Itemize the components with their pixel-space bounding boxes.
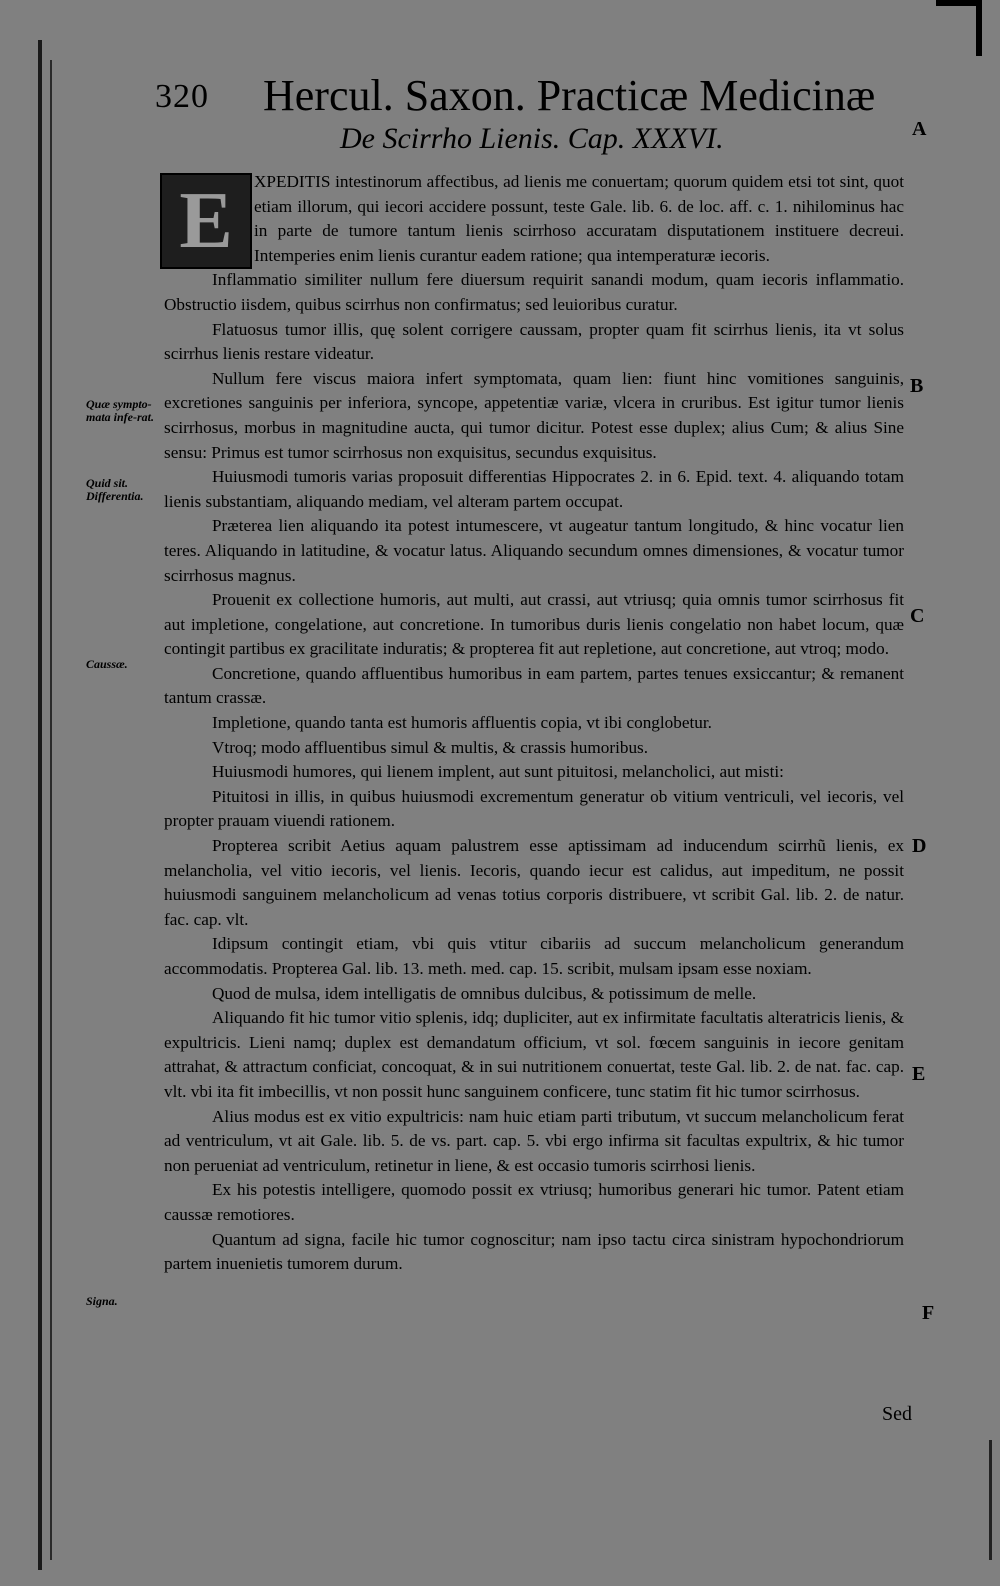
paragraph: Impletione, quando tanta est humoris affluentis copia, vt ibi conglobetur. (212, 713, 712, 733)
paragraph: Prouenit ex collectione humoris, aut multi, aut crassi, aut vtriusq; quia omnis tumor scirrhosus fit aut impletione, congelatione, aut concretione. In tumoribus duris lienis congelatio non habet locum, quæ contingit partibus ex gracilitate induratis; & propterea fit aut repletione, aut concretione, aut vtroq; modo. (164, 590, 904, 659)
page-edge-shadow (38, 40, 42, 1570)
paragraph: Vtroq; modo affluentibus simul & multis, & crassis humoribus. (212, 737, 649, 757)
paragraph: Nullum fere viscus maiora infert symptomata, quam lien: fiunt hinc vomitiones sanguinis, excretiones sanguinis per inferiora, syncope, appetentiæ variæ, vlcera in cruribus. Est igitur tumor lienis scirrhosus, morbus in magnitudine aucta, qui tumor dicitur. Potest esse duplex; alius Cum; & alius Sine sensu: Primus est tumor scirrhosus non exquisitus, secundus exquisitus. (164, 368, 904, 462)
corner-mark (936, 0, 982, 56)
paragraph: Quod de mulsa, idem intelligatis de omnibus dulcibus, & potissimum de melle. (212, 983, 757, 1003)
running-head (155, 70, 915, 130)
sidenote-differentia: Quid sit. Differentia. (86, 476, 144, 503)
sidenote-signa: Signa. (86, 1294, 118, 1308)
paragraph: Concretione, quando affluentibus humoribus in eam partem, partes tenues exsiccantur; & remanent tantum crassæ. (164, 663, 904, 708)
paragraph: Idipsum contingit etiam, vbi quis vtitur cibariis ad succum melancholicum generandum accommodatis. Propterea Gal. lib. 13. meth. med. cap. 15. scribit, mulsam ipsam esse noxiam. (164, 934, 904, 978)
paragraph: Aliquando fit hic tumor vitio splenis, idq; dupliciter, aut ex infirmitate facultatis alteratricis lienis, & expultricis. Lieni namq; duplex est demandatum officium, vt sol. fœcem sanguinis in iecore genitam attrahat, & attractum conficiat, concoquat, & in sui nutritionem conuertat, teste Gal. lib. 2. de nat. fac. cap. vlt. vbi ita fit imbecillis, vt non possit hunc sanguinem conficere, tunc statim fit hic tumor scirrhosus. (164, 1008, 904, 1101)
paragraph: XPEDITIS intestinorum affectibus, ad lienis me conuertam; quorum quidem etsi tot sint, quot etiam illorum, qui iecori accidere possunt, teste Gale. lib. 6. de loc. aff. c. 1. nihilominus hac in parte de tumore tantum lienis scirrhoso accuratam disputationem instituere decreui. Intemperies enim lienis curantur eadem ratione; qua intemperaturæ iecoris. (254, 172, 904, 265)
margin-letter-d: D (912, 835, 927, 857)
page-edge-right (989, 1440, 992, 1560)
page-number: 320 (155, 78, 209, 115)
body-text (164, 170, 904, 1277)
running-title: Hercul. Saxon. Practicæ Medicinæ (263, 71, 876, 120)
catchword: Sed (882, 1403, 912, 1425)
margin-letter-e: E (912, 1063, 926, 1085)
paragraph: Quantum ad signa, facile hic tumor cognoscitur; nam ipso tactu circa sinistram hypochondriorum partem inuenietis tumorem durum. (164, 1229, 904, 1274)
paragraph: Huiusmodi humores, qui lienem implent, aut sunt pituitosi, melancholici, aut misti: (212, 762, 784, 782)
sidenote-symptomata: Quæ sympto-mata infe-rat. (86, 397, 154, 424)
paragraph: Propterea scribit Aetius aquam palustrem esse aptissimam ad inducendum scirrhũ lienis, ex melancholia, vel vitio iecoris, vel lienis. Iecoris, quando iecur est calidus, aut impeditum, ne possit huiusmodi sanguinem melancholicum ad venas totius corporis distribuere, vt scribit Gal. lib. 2. de natur. fac. cap. vlt. (164, 836, 904, 929)
page-edge-line (50, 60, 52, 1560)
margin-letter-f: F (922, 1302, 935, 1324)
paragraph: Flatuosus tumor illis, quę solent corrigere caussam, propter quam fit scirrhus lienis, ita vt solus scirrhus lienis restare videatur. (164, 319, 904, 364)
margin-letter-c: C (910, 605, 925, 627)
paragraph: Præterea lien aliquando ita potest intumescere, vt augeatur tantum longitudo, & hinc vocatur lien teres. Aliquando in latitudine, & vocatur latus. Aliquando secundum omnes dimensiones, & vocatur tumor scirrhosus magnus. (164, 516, 904, 585)
margin-letter-b: B (910, 375, 924, 397)
initial-letter: E (179, 177, 233, 265)
sidenote-caussae: Caussæ. (86, 657, 128, 671)
chapter-title: De Scirrho Lienis. Cap. XXXVI. (340, 122, 724, 155)
paragraph: Pituitosi in illis, in quibus huiusmodi excrementum generatur ob vitium ventriculi, vel iecoris, vel propter prauam viuendi rationem. (164, 786, 904, 831)
paragraph: Ex his potestis intelligere, quomodo possit ex vtriusq; humoribus generari hic tumor. Patent etiam caussæ remotiores. (164, 1180, 904, 1224)
margin-letter-a: A (912, 118, 927, 140)
paragraph: Huiusmodi tumoris varias proposuit differentias Hippocrates 2. in 6. Epid. text. 4. aliquando totam lienis substantiam, aliquando mediam, vel alteram partem occupat. (164, 467, 904, 511)
paragraph: Alius modus est ex vitio expultricis: nam huic etiam parti tributum, vt succum melancholicum ferat ad ventriculum, vt ait Gale. lib. 5. de vs. part. cap. 5. vbi ergo infirma sit facultas expultrix, & hic tumor non perueniat ad ventriculum, retinetur in liene, & est occasio tumoris scirrhosi lienis. (164, 1106, 904, 1175)
paragraph: Inflammatio similiter nullum fere diuersum requirit sanandi modum, quam iecoris inflammatio. Obstructio iisdem, quibus scirrhus non confirmatus; sed leuioribus curatur. (164, 270, 904, 314)
